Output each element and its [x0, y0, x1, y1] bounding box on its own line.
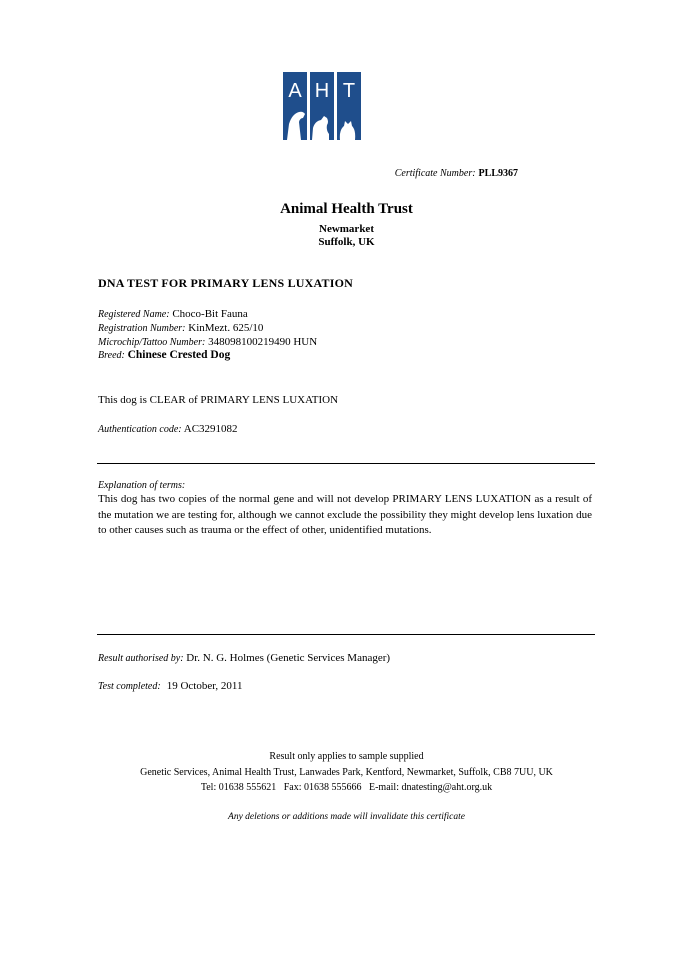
test-title: DNA TEST FOR PRIMARY LENS LUXATION	[98, 276, 353, 290]
certificate-number	[395, 168, 518, 179]
divider-bottom	[97, 634, 595, 635]
explanation-text: This dog has two copies of the normal gene and will not develop PRIMARY LENS LUXATION as a result of the mutation we are testing for, although we cannot exclude the possibility they might develop lens luxation due to other causes such as trauma or the effect of other, unidentified mutations.	[98, 493, 592, 536]
result-statement: This dog is CLEAR of PRIMARY LENS LUXATION	[98, 394, 339, 406]
authorised-by-label: Result authorised by:	[98, 653, 184, 664]
test-completed-value: 19 October, 2011	[166, 680, 243, 692]
registration-number-label: Registration Number:	[98, 323, 186, 334]
registered-name-row	[98, 308, 248, 321]
certificate-number-label: Certificate Number:	[394, 168, 476, 179]
logo-letter-h: H	[314, 80, 330, 102]
logo-letter-a: A	[288, 80, 302, 102]
logo-letter-t: T	[342, 80, 356, 102]
aht-logo	[283, 72, 361, 140]
footer-note: Result only applies to sample supplied	[269, 751, 424, 762]
footer-disclaimer: Any deletions or additions made will invalidate this certificate	[228, 812, 465, 822]
breed-label: Breed:	[98, 350, 125, 361]
microchip-label: Microchip/Tattoo Number:	[98, 337, 206, 348]
registration-number-row	[98, 322, 263, 335]
registered-name-label: Registered Name:	[98, 309, 170, 320]
registered-name-value: Choco-Bit Fauna	[172, 308, 248, 320]
registration-number-value: KinMezt. 625/10	[188, 322, 264, 334]
microchip-row	[98, 336, 317, 349]
authorised-by-value: Dr. N. G. Holmes (Genetic Services Manager)	[186, 652, 391, 664]
organisation-region: Suffolk, UK	[318, 236, 375, 248]
authentication-label: Authentication code:	[98, 424, 182, 435]
test-completed-label: Test completed:	[98, 681, 161, 692]
test-completed-row	[98, 680, 243, 692]
divider-top	[97, 463, 595, 464]
breed-value: Chinese Crested Dog	[127, 349, 231, 361]
authentication-code: AC3291082	[183, 423, 238, 435]
authentication-row	[98, 423, 238, 435]
authorised-by-row	[98, 652, 390, 664]
footer-address: Genetic Services, Animal Health Trust, Lanwades Park, Kentford, Newmarket, Suffolk, CB8 7UU, UK	[140, 767, 553, 778]
certificate-number-value: PLL9367	[478, 168, 518, 179]
footer-contact: Tel: 01638 555621 Fax: 01638 555666 E-mail: dnatesting@aht.org.uk	[200, 782, 493, 793]
breed-row	[98, 349, 230, 362]
organisation-name: Animal Health Trust	[280, 201, 413, 217]
explanation-label: Explanation of terms:	[98, 480, 186, 491]
organisation-city: Newmarket	[319, 223, 374, 235]
microchip-value: 348098100219490 HUN	[208, 336, 318, 348]
